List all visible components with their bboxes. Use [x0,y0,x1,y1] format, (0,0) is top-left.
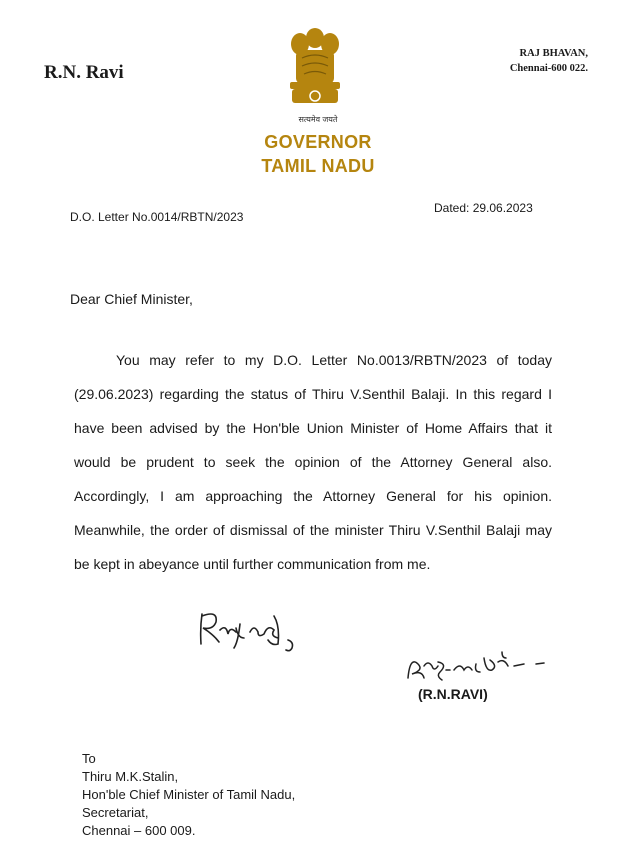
office-title [248,130,388,178]
recipient-line: Hon'ble Chief Minister of Tamil Nadu, [82,787,296,802]
address-block [510,46,588,76]
regards-signature [196,606,306,652]
office-line: TAMIL NADU [261,156,375,176]
signatory-name: (R.N.RAVI) [418,686,488,702]
letter-body: You may refer to my D.O. Letter No.0013/RBTN/2023 of today (29.06.2023) regarding the status of Thiru V.Senthil Balaji. In this regard I have been advised by the Hon'ble Union Minister of Home Affairs that it would be prudent to seek the opinion of the Attorney General also. Accordingly, I am approaching the Attorney General for his opinion. Meanwhile, the order of dismissal of the minister Thiru V.Senthil Balaji may be kept in abeyance until further communication from me. [74,352,552,572]
address-line: RAJ BHAVAN, [519,48,588,59]
national-emblem-icon [280,24,350,114]
letter-date: Dated: 29.06.2023 [434,201,533,215]
to-label: To [82,751,96,766]
sender-name: R.N. Ravi [44,62,124,83]
letter-number: D.O. Letter No.0014/RBTN/2023 [70,210,244,224]
address-line: Chennai-600 022. [509,63,588,74]
governor-signature [402,648,552,686]
office-line: GOVERNOR [264,132,372,152]
recipient-block [82,750,295,840]
emblem-motto: सत्यमेव जयते [298,115,338,124]
recipient-line: Secretariat, [82,805,149,820]
recipient-line: Chennai – 600 009. [82,823,196,838]
recipient-line: Thiru M.K.Stalin, [82,769,179,784]
salutation: Dear Chief Minister, [70,291,193,307]
